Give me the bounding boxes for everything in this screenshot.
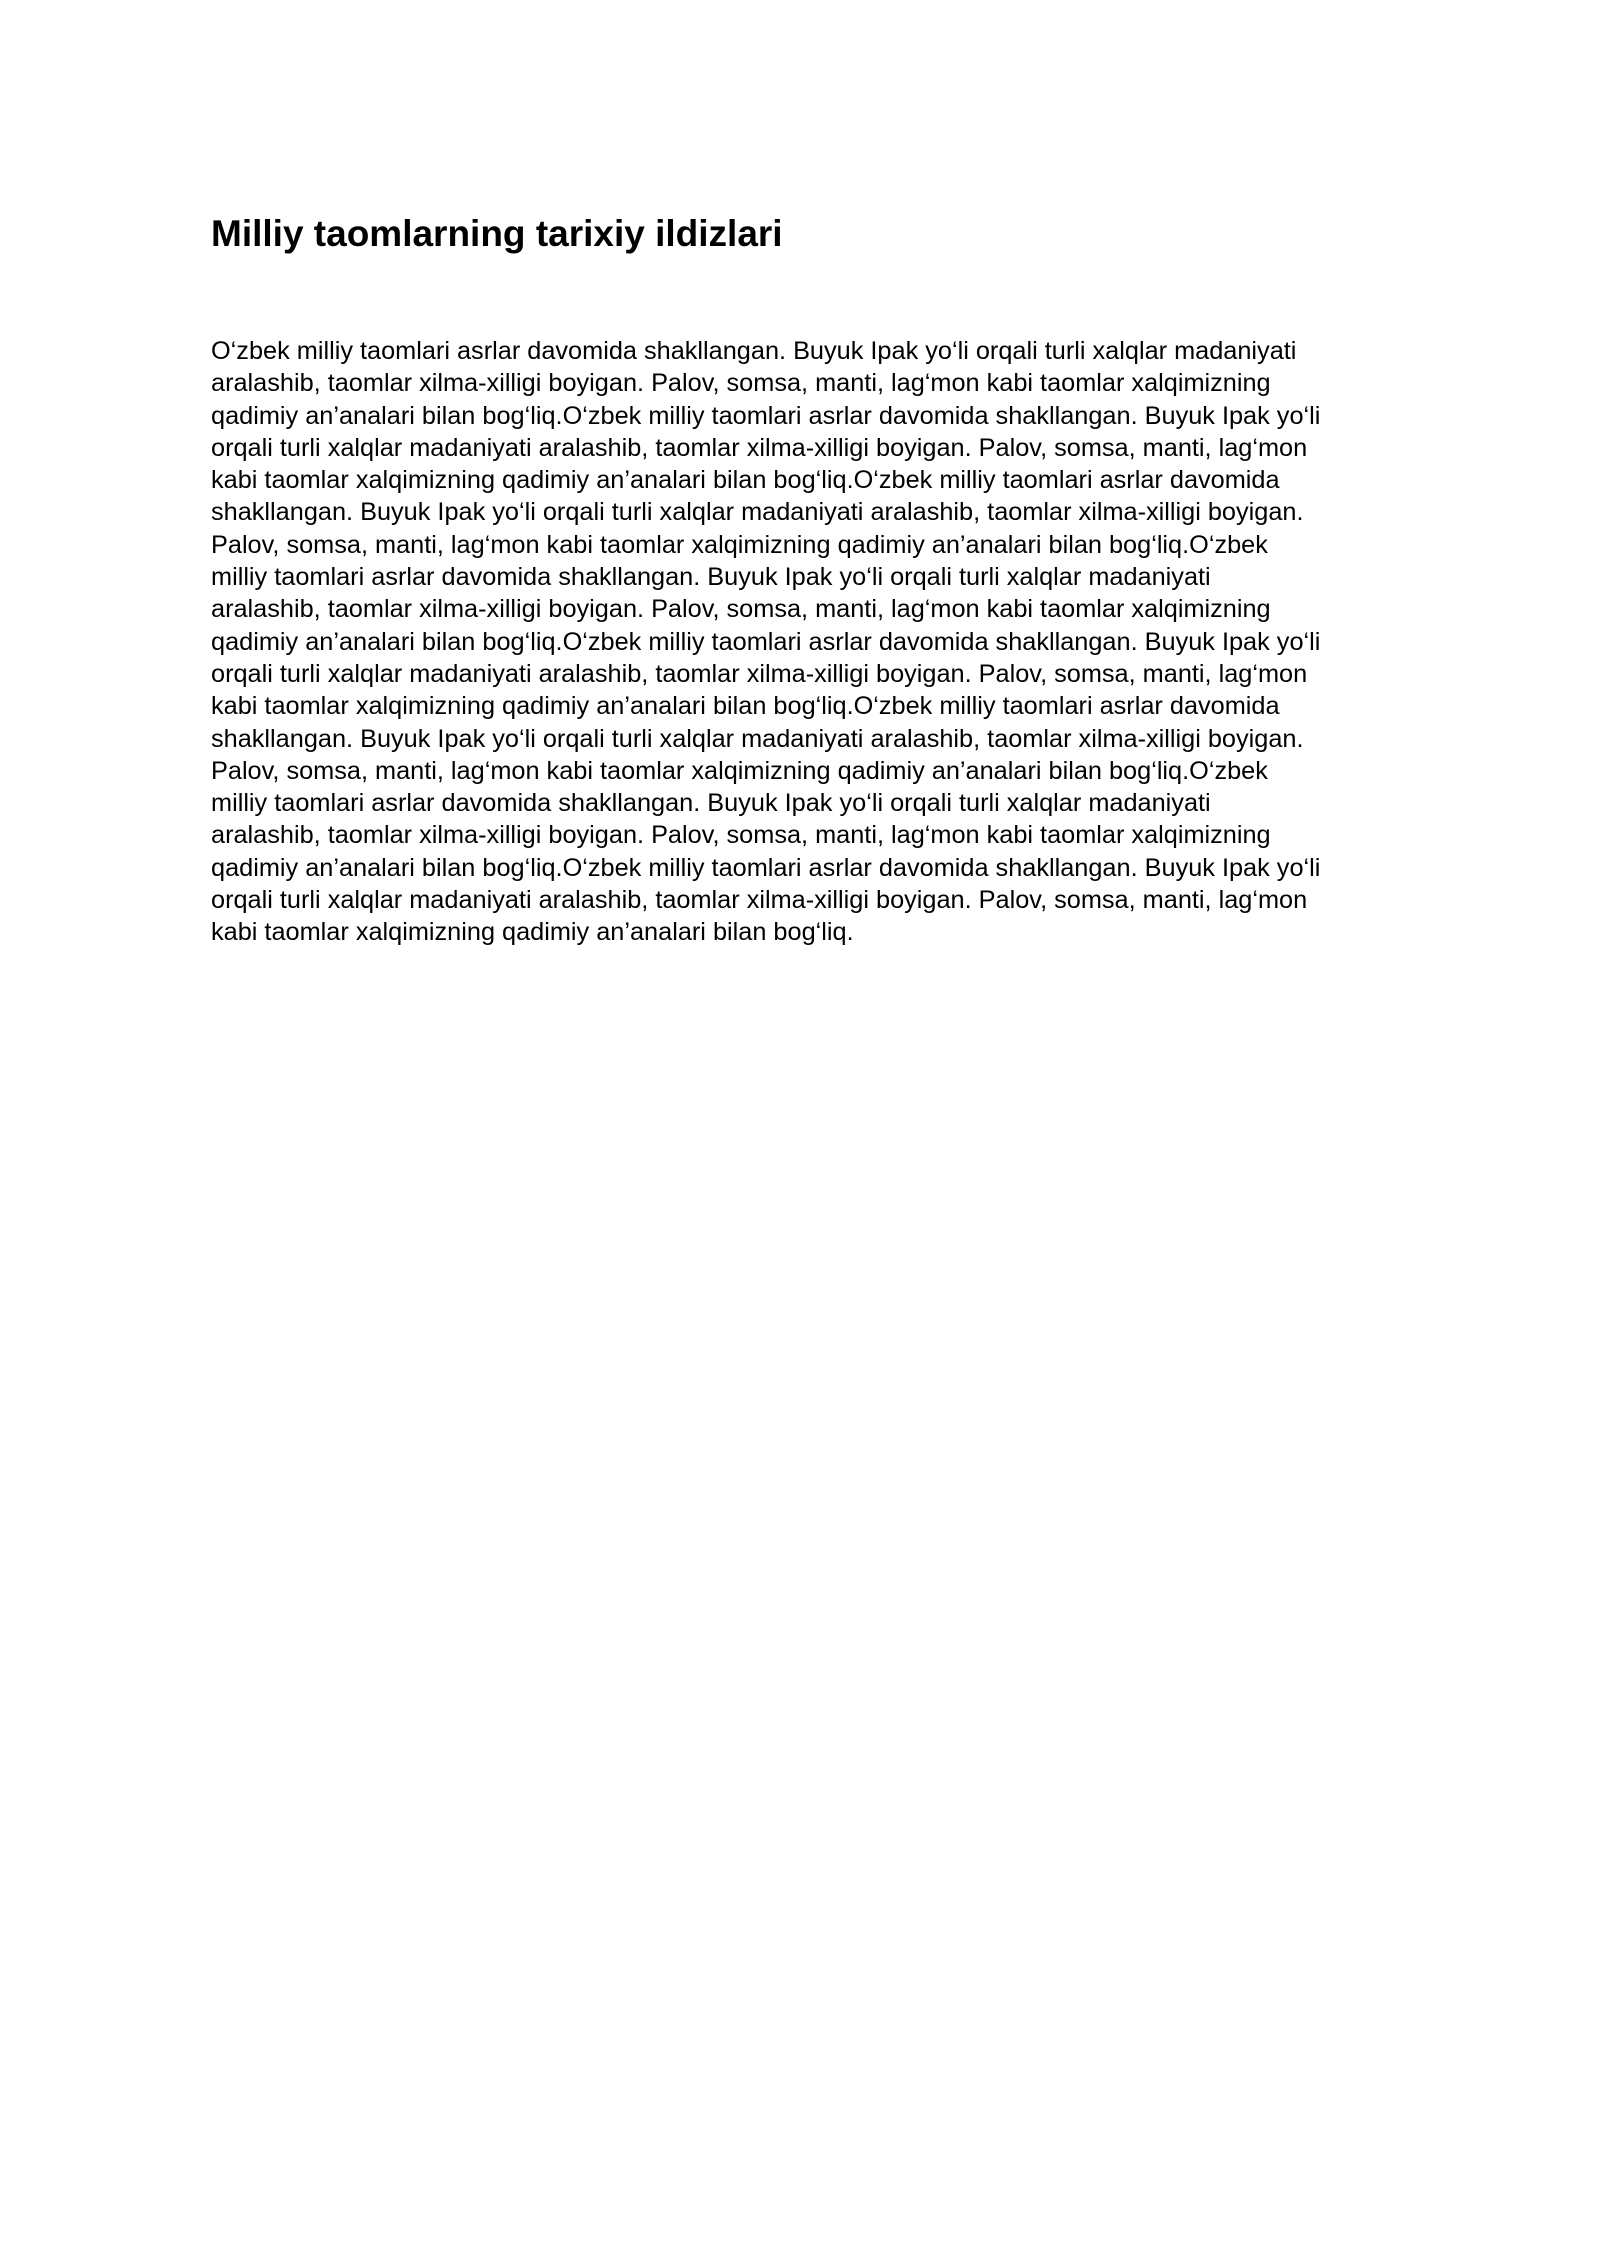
body-line: O‘zbek milliy taomlari asrlar davomida shakllangan. Buyuk Ipak yo‘li orqali turli xalqlar madaniyati	[211, 337, 1297, 365]
body-line: kabi taomlar xalqimizning qadimiy an’analari bilan bog‘liq.O‘zbek milliy taomlari asrlar davomida	[211, 466, 1280, 495]
body-line: aralashib, taomlar xilma-xilligi boyigan. Palov, somsa, manti, lag‘mon kabi taomlar xalqimizning	[211, 369, 1271, 398]
body-line: shakllangan. Buyuk Ipak yo‘li orqali turli xalqlar madaniyati aralashib, taomlar xilma-xilligi boyigan.	[211, 498, 1304, 527]
body-line: shakllangan. Buyuk Ipak yo‘li orqali turli xalqlar madaniyati aralashib, taomlar xilma-xilligi boyigan.	[211, 724, 1304, 753]
body-line: qadimiy an’analari bilan bog‘liq.O‘zbek milliy taomlari asrlar davomida shakllangan. Buyuk Ipak yo‘li	[211, 401, 1321, 430]
body-line: aralashib, taomlar xilma-xilligi boyigan. Palov, somsa, manti, lag‘mon kabi taomlar xalqimizning	[211, 595, 1271, 624]
body-line: orqali turli xalqlar madaniyati aralashib, taomlar xilma-xilligi boyigan. Palov, somsa, manti, lag‘mon	[211, 433, 1308, 462]
body-line: qadimiy an’analari bilan bog‘liq.O‘zbek milliy taomlari asrlar davomida shakllangan. Buyuk Ipak yo‘li	[211, 853, 1321, 882]
body-line: milliy taomlari asrlar davomida shakllangan. Buyuk Ipak yo‘li orqali turli xalqlar madaniyati	[211, 563, 1211, 592]
body-line: Palov, somsa, manti, lag‘mon kabi taomlar xalqimizning qadimiy an’analari bilan bog‘liq.O‘zbek	[211, 756, 1268, 785]
document-body	[211, 335, 1396, 949]
document-title: Milliy taomlarning tarixiy ildizlari	[211, 213, 783, 254]
body-line: qadimiy an’analari bilan bog‘liq.O‘zbek milliy taomlari asrlar davomida shakllangan. Buyuk Ipak yo‘li	[211, 627, 1321, 656]
body-line: orqali turli xalqlar madaniyati aralashib, taomlar xilma-xilligi boyigan. Palov, somsa, manti, lag‘mon	[211, 659, 1308, 688]
body-line: kabi taomlar xalqimizning qadimiy an’analari bilan bog‘liq.O‘zbek milliy taomlari asrlar davomida	[211, 692, 1280, 721]
body-line: kabi taomlar xalqimizning qadimiy an’analari bilan bog‘liq.	[211, 918, 854, 947]
body-line: orqali turli xalqlar madaniyati aralashib, taomlar xilma-xilligi boyigan. Palov, somsa, manti, lag‘mon	[211, 886, 1308, 915]
body-line: milliy taomlari asrlar davomida shakllangan. Buyuk Ipak yo‘li orqali turli xalqlar madaniyati	[211, 789, 1211, 818]
body-line: aralashib, taomlar xilma-xilligi boyigan. Palov, somsa, manti, lag‘mon kabi taomlar xalqimizning	[211, 821, 1271, 850]
body-line: Palov, somsa, manti, lag‘mon kabi taomlar xalqimizning qadimiy an’analari bilan bog‘liq.O‘zbek	[211, 530, 1268, 559]
